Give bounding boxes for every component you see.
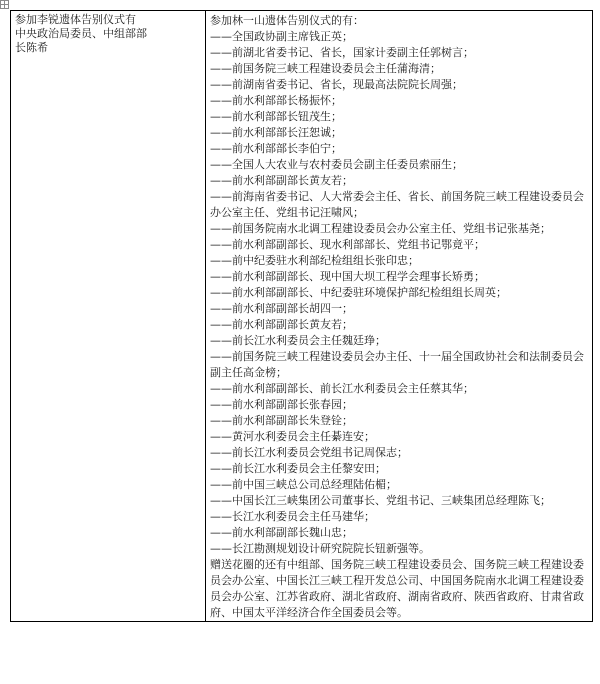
attendee-line: ——前水利部部长李伯宁；	[210, 142, 342, 155]
left-line: 中央政治局委员、中组部部	[15, 27, 147, 40]
attendee-line: ——前水利部副部长、现水利部部长、党组书记鄂竟平；	[210, 238, 485, 251]
attendee-line: ——前水利部副部长黄友若；	[210, 174, 353, 187]
attendee-line: ——前水利部副部长朱登铨；	[210, 414, 353, 427]
attendee-line: ——前水利部副部长、前长江水利委员会主任蔡其华；	[210, 382, 474, 395]
right-cell	[206, 11, 593, 622]
left-line: 长陈希	[15, 41, 48, 54]
attendee-line: ——前水利部副部长魏山忠；	[210, 526, 353, 539]
attendee-line: ——中国长江三峡集团公司董事长、党组书记、三峡集团总经理陈飞；	[210, 494, 551, 507]
document-table	[10, 10, 593, 622]
left-cell	[11, 11, 206, 622]
attendee-line: ——前湖北省委书记、省长，国家计委副主任郭树言；	[210, 46, 474, 59]
attendees-heading: 参加林一山遗体告别仪式的有：	[210, 14, 364, 27]
attendee-line: ——前海南省委书记、人大常委会主任、省长、前国务院三峡工程建设委员会办公室主任、党组书记汪啸风；	[210, 190, 584, 219]
attendee-line: ——前水利部副部长、中纪委驻环境保护部纪检组组长周英；	[210, 286, 507, 299]
attendee-line: ——长江勘测规划设计研究院院长钮新强等。	[210, 542, 430, 555]
attendee-line: ——前长江水利委员会主任魏廷琤；	[210, 334, 386, 347]
table-row	[11, 11, 593, 622]
attendee-line: ——前湖南省委书记、省长，现最高法院院长周强；	[210, 78, 463, 91]
attendee-line: ——前水利部副部长张春园；	[210, 398, 353, 411]
attendee-line: ——全国政协副主席钱正英；	[210, 30, 353, 43]
attendee-line: ——前国务院南水北调工程建设委员会办公室主任、党组书记张基尧；	[210, 222, 551, 235]
wreaths-paragraph: 赠送花圈的还有中组部、国务院三峡工程建设委员会、国务院三峡工程建设委员会办公室、中国长江三峡工程开发总公司、中国国务院南水北调工程建设委员会办公室、江苏省政府、湖北省政府、湖南省政府、陕西省政府、甘肃省政府、中国太平洋经济合作全国委员会等。	[210, 558, 584, 619]
attendee-line: ——前长江水利委员会党组书记周保志；	[210, 446, 408, 459]
attendee-line: ——前中纪委驻水利部纪检组组长张印忠；	[210, 254, 419, 267]
attendee-line: ——前中国三峡总公司总经理陆佑楣；	[210, 478, 397, 491]
attendee-line: ——前水利部副部长胡四一；	[210, 302, 353, 315]
attendee-line: ——前水利部部长杨振怀；	[210, 94, 342, 107]
attendee-line: ——前长江水利委员会主任黎安田；	[210, 462, 386, 475]
attendee-line: ——前水利部部长汪恕诚；	[210, 126, 342, 139]
attendee-line: ——全国人大农业与农村委员会副主任委员索丽生；	[210, 158, 463, 171]
table-move-handle-icon[interactable]	[0, 0, 9, 9]
attendee-line: ——前水利部副部长、现中国大坝工程学会理事长矫勇；	[210, 270, 485, 283]
attendee-line: ——前水利部副部长黄友若；	[210, 318, 353, 331]
attendee-line: ——前国务院三峡工程建设委员会主任蒲海清；	[210, 62, 441, 75]
attendee-line: ——长江水利委员会主任马建华；	[210, 510, 375, 523]
left-line: 参加李锐遗体告别仪式有	[15, 13, 136, 26]
attendee-line: ——前国务院三峡工程建设委员会办主任、十一届全国政协社会和法制委员会副主任高金榜；	[210, 350, 584, 379]
attendee-line: ——黄河水利委员会主任綦连安；	[210, 430, 375, 443]
attendee-line: ——前水利部部长钮茂生；	[210, 110, 342, 123]
